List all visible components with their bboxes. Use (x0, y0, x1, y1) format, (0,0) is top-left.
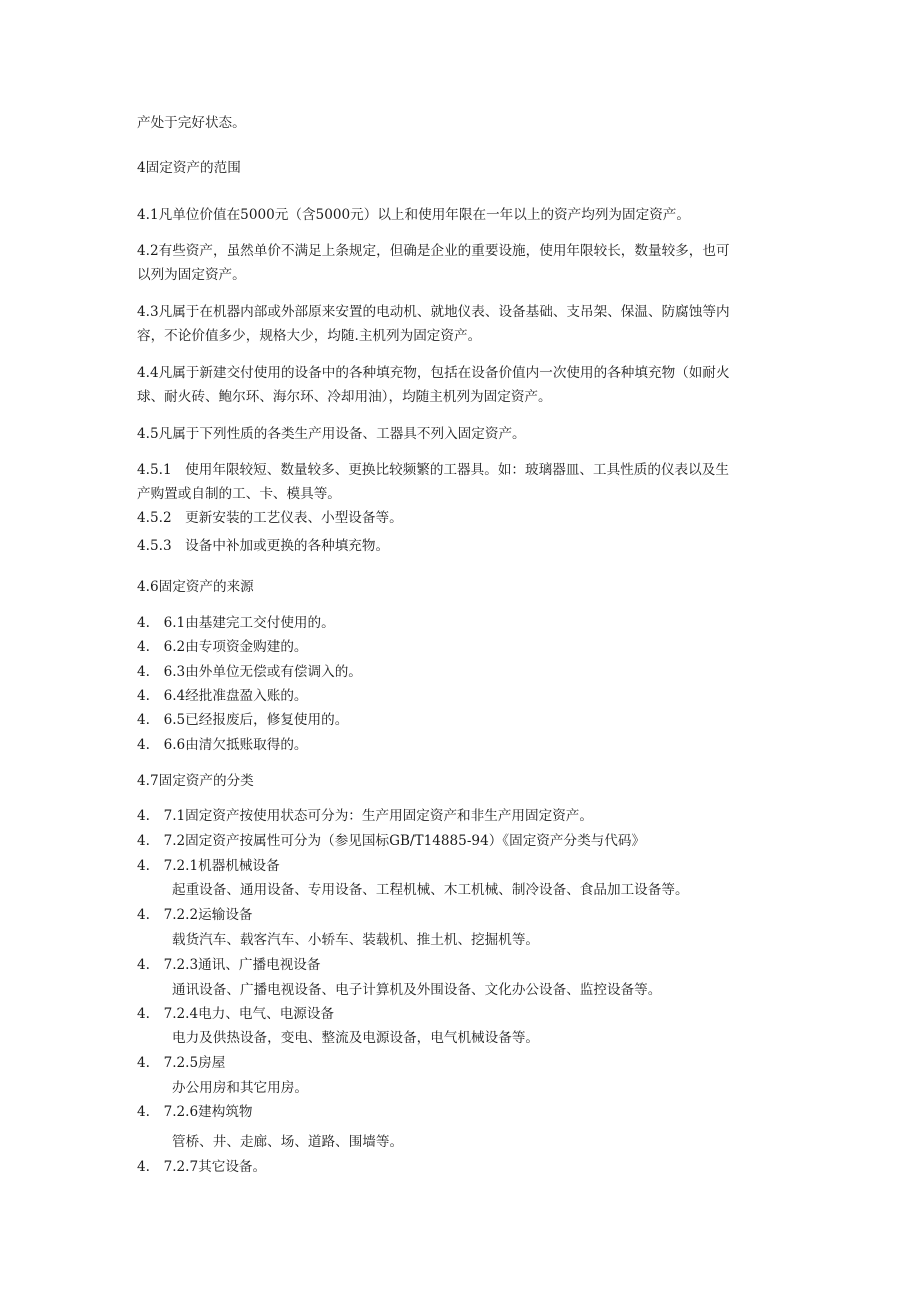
list-item-detail: 通讯设备、广播电视设备、电子计算机及外围设备、文化办公设备、监控设备等。 (172, 982, 662, 998)
list-item: 4. 6.3由外单位无偿或有偿调入的。 (137, 664, 362, 680)
text-line: 球、耐火砖、鲍尔环、海尔环、冷却用油），均随主机列为固定资产。 (137, 389, 552, 405)
text-line: 4.5.2 更新安装的工艺仪表、小型设备等。 (137, 510, 403, 526)
list-item-detail: 起重设备、通用设备、专用设备、工程机械、木工机械、制冷设备、食品加工设备等。 (172, 882, 689, 898)
list-item: 4. 6.2由专项资金购建的。 (137, 639, 308, 655)
text-line: 4.5凡属于下列性质的各类生产用设备、工器具不列入固定资产。 (137, 426, 526, 442)
list-item: 4. 7.2.1机器机械设备 (137, 858, 280, 874)
list-item: 4. 6.6由清欠抵账取得的。 (137, 737, 308, 753)
list-item-detail: 载货汽车、载客汽车、小轿车、装载机、推土机、挖掘机等。 (172, 932, 540, 948)
list-item-detail: 电力及供热设备，变电、整流及电源设备，电气机械设备等。 (172, 1030, 540, 1046)
list-item: 4. 6.5已经报废后，修复使用的。 (137, 712, 349, 728)
section-heading: 4.7固定资产的分类 (137, 773, 254, 789)
list-item: 4. 7.2.7其它设备。 (137, 1159, 267, 1175)
text-line: 4.5.1 使用年限较短、数量较多、更换比较频繁的工器具。如：玻璃器皿、工具性质的仪表以及生 (137, 462, 729, 478)
text-line: 4.5.3 设备中补加或更换的各种填充物。 (137, 538, 390, 554)
section-heading: 4固定资产的范围 (137, 160, 241, 176)
text-line: 4.2有些资产，虽然单价不满足上条规定，但确是企业的重要设施，使用年限较长，数量较多，也可 (137, 243, 730, 259)
text-line: 4.4凡属于新建交付使用的设备中的各种填充物，包括在设备价值内一次使用的各种填充物（如耐火 (137, 365, 730, 381)
list-item: 4. 6.1由基建完工交付使用的。 (137, 615, 335, 631)
text-line: 产处于完好状态。 (137, 115, 246, 131)
list-item: 4. 7.2.6建构筑物 (137, 1104, 253, 1120)
text-line: 4.1凡单位价值在5000元（含5000元）以上和使用年限在一年以上的资产均列为固定资产。 (137, 207, 690, 223)
list-item-detail: 管桥、井、走廊、场、道路、围墙等。 (172, 1134, 404, 1150)
section-heading: 4.6固定资产的来源 (137, 579, 254, 595)
text-line: 4.3凡属于在机器内部或外部原来安置的电动机、就地仪表、设备基础、支吊架、保温、防腐蚀等内 (137, 304, 730, 320)
list-item: 4. 7.2.2运输设备 (137, 907, 253, 923)
list-item: 4. 7.2.5房屋 (137, 1055, 226, 1071)
list-item: 4. 7.1固定资产按使用状态可分为：生产用固定资产和非生产用固定资产。 (137, 808, 593, 824)
list-item: 4. 7.2.3通讯、广播电视设备 (137, 957, 321, 973)
text-line: 产购置或自制的工、卡、模具等。 (137, 486, 341, 502)
list-item: 4. 6.4经批准盘盈入账的。 (137, 688, 308, 704)
text-line: 容，不论价值多少，规格大少，均随.主机列为固定资产。 (137, 328, 482, 344)
text-line: 以列为固定资产。 (137, 267, 246, 283)
list-item: 4. 7.2固定资产按属性可分为（参见国标GB/T14885-94）《固定资产分类与代码》 (137, 833, 646, 849)
list-item-detail: 办公用房和其它用房。 (172, 1080, 308, 1096)
list-item: 4. 7.2.4电力、电气、电源设备 (137, 1006, 335, 1022)
